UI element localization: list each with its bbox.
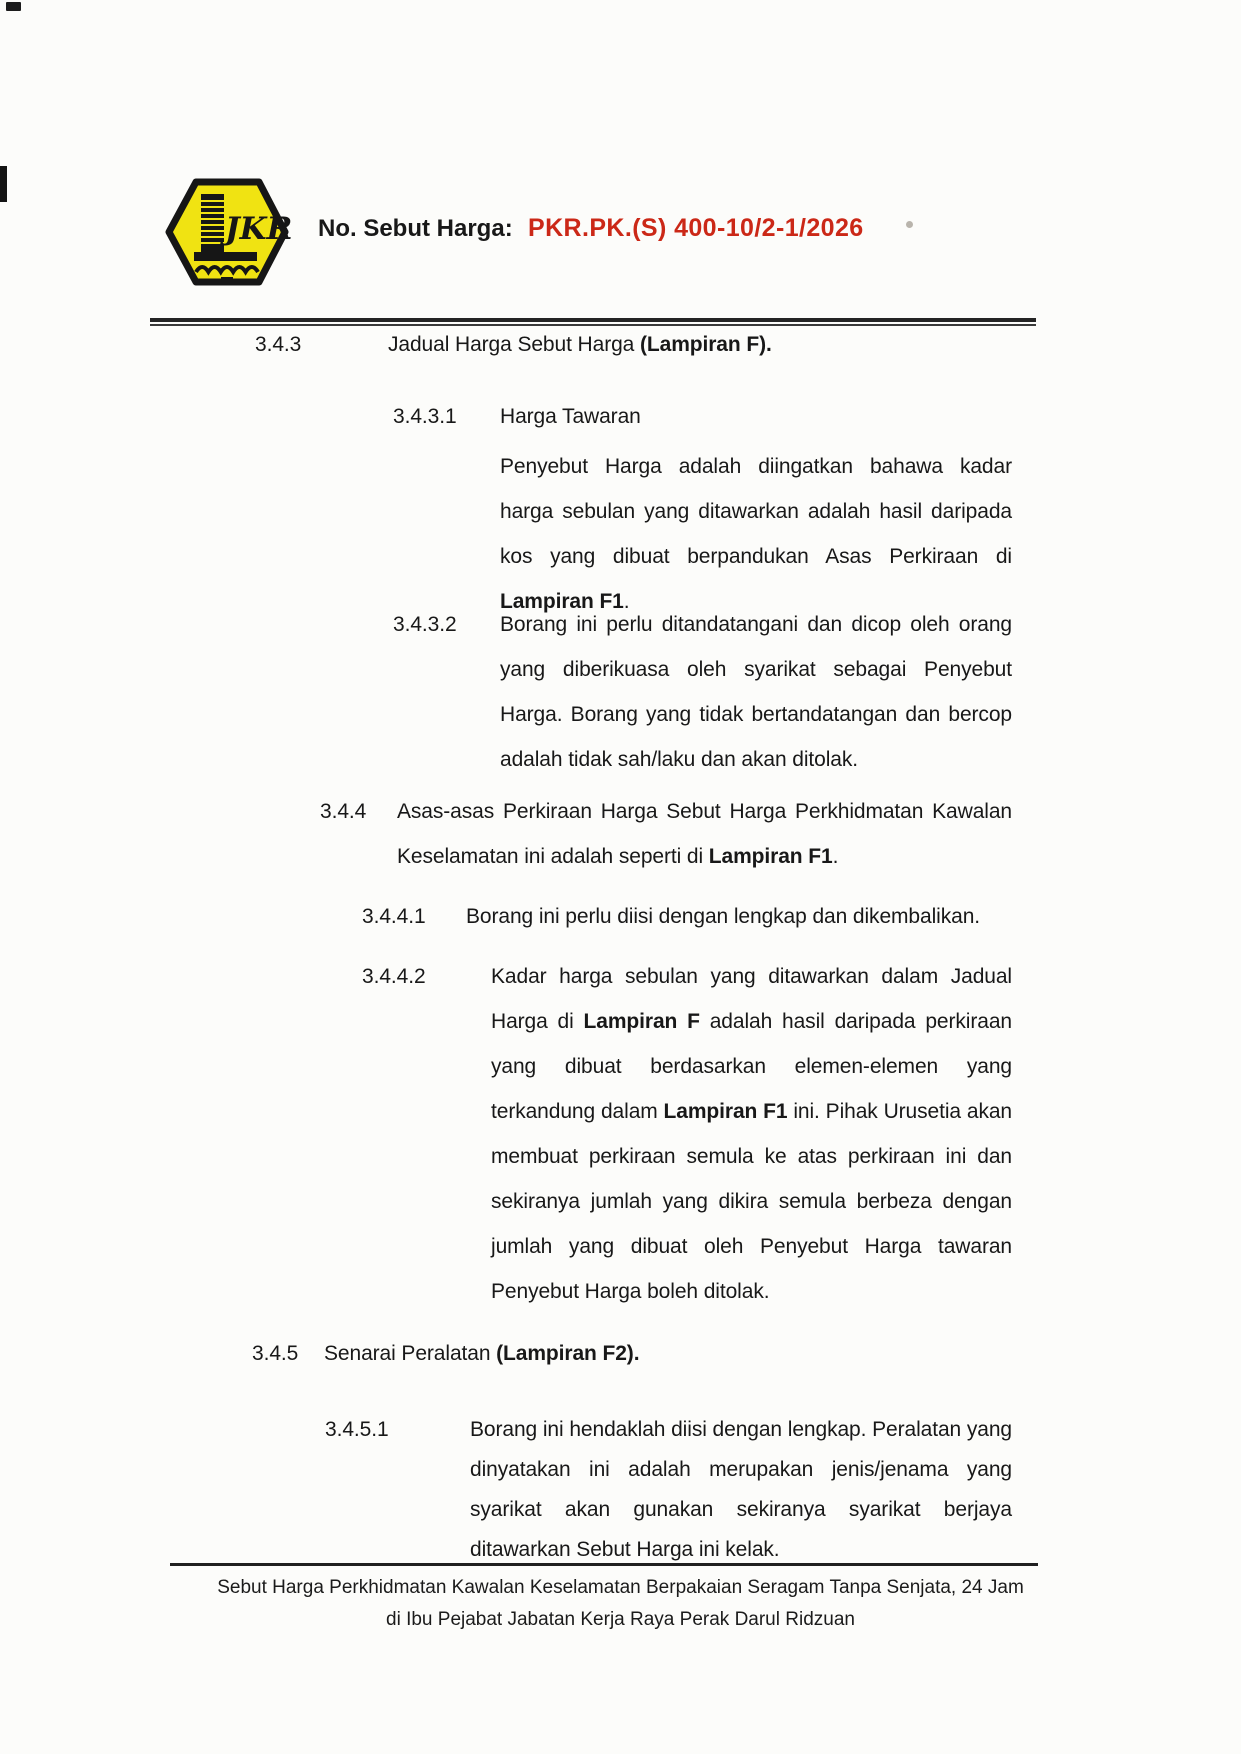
section-number: 3.4.3.2 bbox=[393, 613, 457, 636]
section-title: Jadual Harga Sebut Harga (Lampiran F). bbox=[388, 333, 772, 356]
section-3-4-4 bbox=[320, 789, 1012, 879]
section-3-4-4-2 bbox=[362, 954, 1012, 1314]
section-3-4-5 bbox=[252, 1331, 639, 1376]
section-text: Borang ini hendaklah diisi dengan lengkap. Peralatan yang dinyatakan ini adalah merupakan jenis/jenama yang syarikat akan gunakan sekiranya syarikat berjaya ditawarkan Sebut Harga ini kelak. bbox=[470, 1418, 1012, 1561]
scan-artifact-left-edge bbox=[0, 166, 7, 202]
section-number: 3.4.5.1 bbox=[325, 1418, 389, 1441]
scan-artifact-corner bbox=[6, 2, 21, 11]
section-number: 3.4.5 bbox=[252, 1342, 299, 1365]
section-text: Asas-asas Perkiraan Harga Sebut Harga Perkhidmatan Kawalan Keselamatan ini adalah seperti di Lampiran F1. bbox=[397, 800, 1012, 868]
paragraph-3-4-3-1-body: Penyebut Harga adalah diingatkan bahawa kadar harga sebulan yang ditawarkan adalah hasil daripada kos yang dibuat berpandukan Asas Perkiraan di Lampiran F1. bbox=[500, 455, 1012, 613]
footer bbox=[0, 1572, 1241, 1636]
section-3-4-3-2 bbox=[393, 602, 1012, 782]
section-number: 3.4.4.2 bbox=[362, 965, 426, 988]
section-3-4-3-1 bbox=[393, 394, 641, 439]
section-number: 3.4.4.1 bbox=[362, 905, 426, 928]
scan-artifact-speck bbox=[906, 221, 913, 228]
sebut-harga-number: PKR.PK.(S) 400-10/2-1/2026 bbox=[528, 214, 864, 242]
section-3-4-3 bbox=[255, 322, 772, 367]
jkr-logo-graphic bbox=[163, 176, 291, 288]
section-3-4-4-1 bbox=[362, 894, 980, 939]
logo-base-bar bbox=[194, 252, 257, 261]
section-number: 3.4.3.1 bbox=[393, 405, 457, 428]
sebut-harga-label: No. Sebut Harga: bbox=[318, 215, 513, 242]
section-title: Harga Tawaran bbox=[500, 405, 641, 428]
section-text: Borang ini perlu ditandatangani dan dicop oleh orang yang diberikuasa oleh syarikat sebagai Penyebut Harga. Borang yang tidak bertandatangan dan bercop adalah tidak sah/laku dan akan ditolak. bbox=[500, 613, 1012, 771]
section-text: Borang ini perlu diisi dengan lengkap dan dikembalikan. bbox=[466, 905, 981, 928]
section-text: Kadar harga sebulan yang ditawarkan dalam Jadual Harga di Lampiran F adalah hasil daripada perkiraan yang dibuat berdasarkan elemen-elemen yang terkandung dalam Lampiran F1 ini. Pihak Urusetia akan membuat perkiraan semula ke atas perkiraan ini dan sekiranya jumlah yang dikira semula berbeza dengan jumlah yang dibuat oleh Penyebut Harga tawaran Penyebut Harga boleh ditolak. bbox=[491, 965, 1013, 1303]
footer-line-1: Sebut Harga Perkhidmatan Kawalan Keselamatan Berpakaian Seragam Tanpa Senjata, 24 Jam bbox=[217, 1577, 1024, 1598]
logo-text: JKR bbox=[225, 211, 291, 247]
footer-divider bbox=[170, 1563, 1038, 1566]
section-number: 3.4.3 bbox=[255, 333, 302, 356]
footer-line-2: di Ibu Pejabat Jabatan Kerja Raya Perak Darul Ridzuan bbox=[386, 1609, 855, 1630]
jkr-logo bbox=[163, 176, 291, 288]
section-title: Senarai Peralatan (Lampiran F2). bbox=[324, 1342, 640, 1365]
section-number: 3.4.4 bbox=[320, 800, 367, 823]
section-3-4-5-1 bbox=[325, 1410, 1012, 1570]
